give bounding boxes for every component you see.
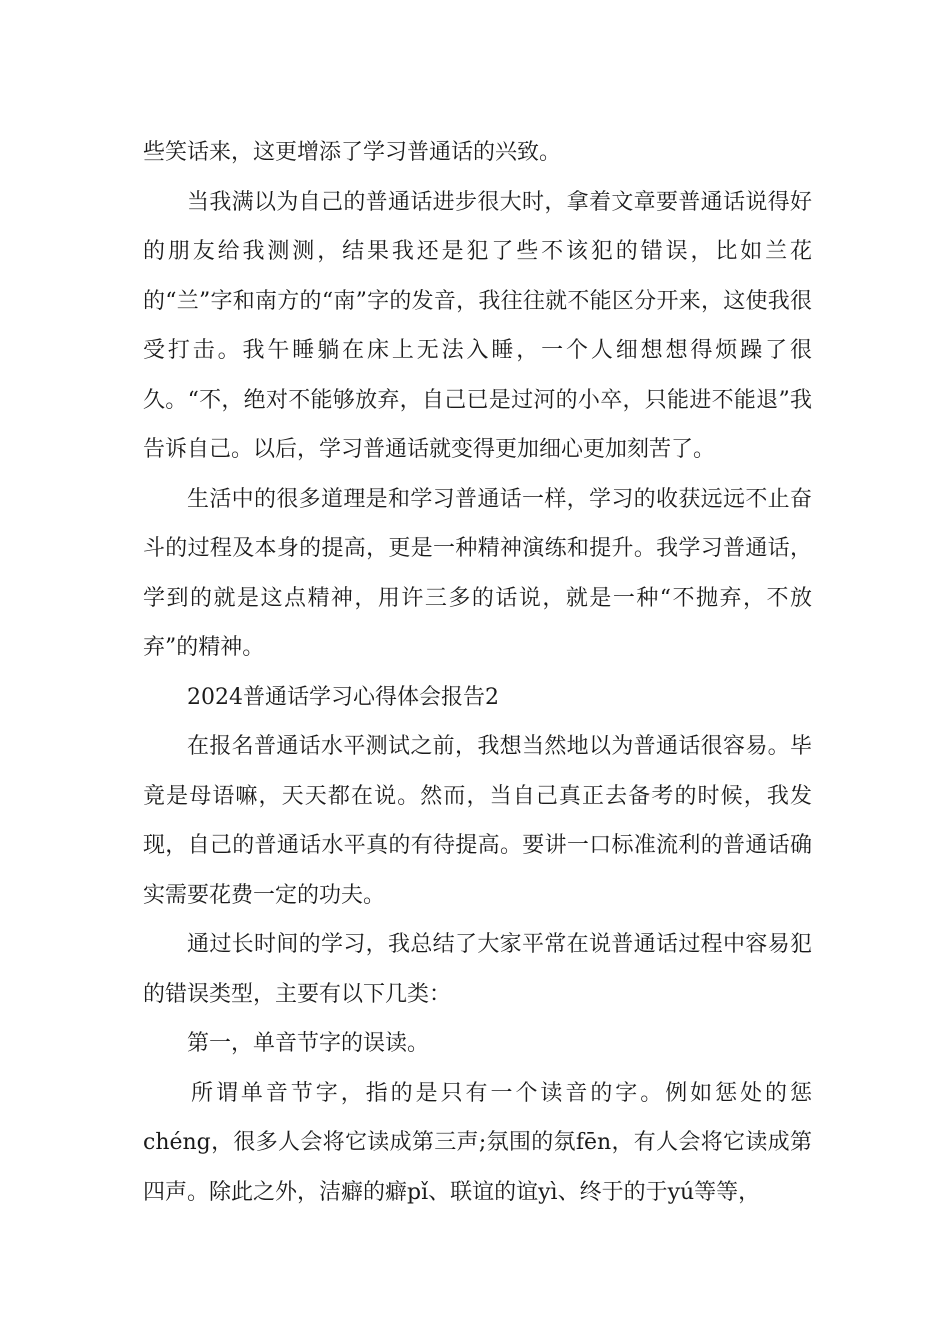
paragraph-error-types: 通过长时间的学习，我总结了大家平常在说普通话过程中容易犯的错误类型，主要有以下几类： bbox=[143, 932, 812, 1007]
paragraph-first-point: 第一，单音节字的误读。 bbox=[187, 1031, 430, 1056]
paragraph-single-syllable: 所谓单音节字，指的是只有一个读音的字。例如惩处的惩chéng，很多人会将它读成第三声;氛围的氛fēn，有人会将它读成第四声。除此之外，洁癖的癖pǐ、联谊的谊yì、终于的于yú等等， bbox=[143, 1080, 812, 1205]
paragraph-life-lessons: 生活中的很多道理是和学习普通话一样，学习的收获远远不止奋斗的过程及本身的提高，更是一种精神演练和提升。我学习普通话，学到的就是这点精神，用许三多的话说，就是一种“不抛弃，不放弃”的精神。 bbox=[143, 486, 812, 660]
paragraph-friend-test: 当我满以为自己的普通话进步很大时，拿着文章要普通话说得好的朋友给我测测，结果我还是犯了些不该犯的错误，比如兰花的“兰”字和南方的“南”字的发音，我往往就不能区分开来，这使我很受打击。我午睡躺在床上无法入睡，一个人细想想得烦躁了很久。“不，绝对不能够放弃，自己已是过河的小卒，只能进不能退”我告诉自己。以后，学习普通话就变得更加细心更加刻苦了。 bbox=[143, 189, 812, 462]
paragraph-continuation: 些笑话来，这更增添了学习普通话的兴致。 bbox=[143, 140, 562, 165]
paragraph-before-test: 在报名普通话水平测试之前，我想当然地以为普通话很容易。毕竟是母语嘛，天天都在说。然而，当自己真正去备考的时候，我发现，自己的普通话水平真的有待提高。要讲一口标准流利的普通话确实需要花费一定的功夫。 bbox=[143, 734, 812, 908]
section-heading: 2024普通话学习心得体会报告2 bbox=[187, 684, 499, 710]
